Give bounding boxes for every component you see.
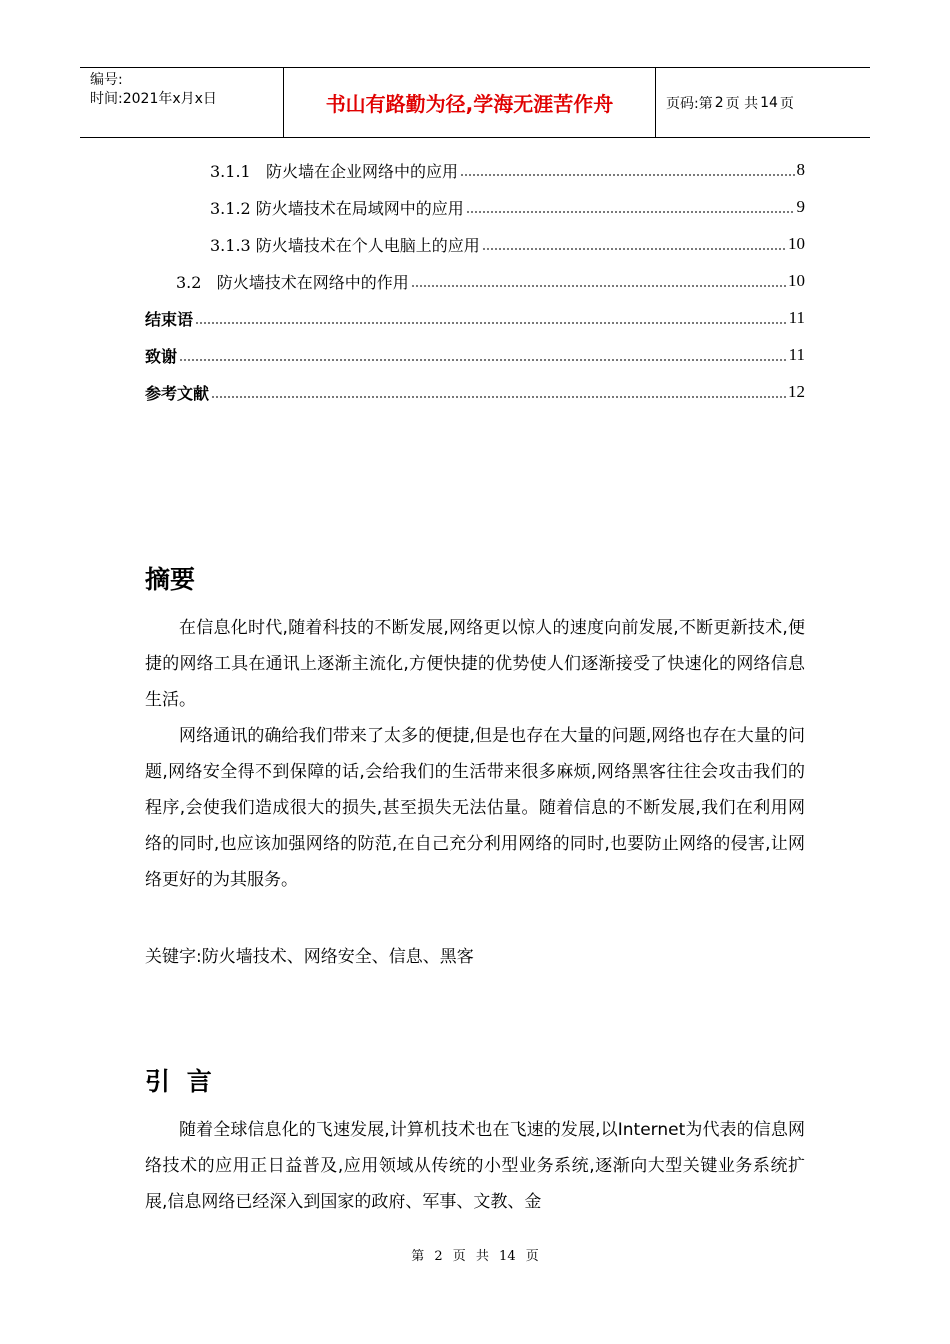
toc-leader-dots <box>211 387 786 399</box>
toc-leader-dots <box>195 313 787 325</box>
page-code-prefix: 页码:第 <box>666 95 713 112</box>
page-header <box>80 67 870 138</box>
page-code-mid: 页 共 <box>725 95 759 112</box>
intro-paragraph: 随着全球信息化的飞速发展,计算机技术也在飞速的发展,以Internet为代表的信息网络技术的应用正日益普及,应用领域从传统的小型业务系统,逐渐向大型关键业务系统扩展,信息网络已经深入到国家的政府、军事、文教、金 <box>145 1120 805 1212</box>
toc-entry[interactable] <box>176 263 805 299</box>
toc-entry-page: 10 <box>788 271 805 290</box>
toc-entry[interactable] <box>145 374 805 410</box>
toc-entry-page: 9 <box>796 197 805 216</box>
toc-entry[interactable] <box>210 189 805 225</box>
toc-entry[interactable] <box>145 337 805 373</box>
toc-entry[interactable] <box>210 152 805 188</box>
abstract-paragraph: 网络通讯的确给我们带来了太多的便捷,但是也存在大量的问题,网络也存在大量的问题,网络安全得不到保障的话,会给我们的生活带来很多麻烦,网络黑客往往会攻击我们的程序,会使我们造成很大的损失,甚至损失无法估量。随着信息的不断发展,我们在利用网络的同时,也应该加强网络的防范,在自己充分利用网络的同时,也要防止网络的侵害,让网络更好的为其服务。 <box>145 726 805 890</box>
intro-heading: 引 言 <box>145 1067 216 1096</box>
abstract-heading: 摘要 <box>145 565 196 594</box>
toc-leader-dots <box>460 165 795 177</box>
toc-entry[interactable] <box>210 226 805 262</box>
toc-entry-label: 致谢 <box>145 346 178 366</box>
toc-leader-dots <box>466 202 795 214</box>
page-current: 2 <box>714 94 724 111</box>
toc-entry-page: 11 <box>788 345 805 364</box>
page-code-suffix: 页 <box>779 95 794 112</box>
toc-entry-page: 8 <box>796 160 805 179</box>
toc-entry-label: 参考文献 <box>145 383 210 403</box>
header-meta <box>80 68 283 137</box>
toc-entry-label: 3.1.1 防火墙在企业网络中的应用 <box>210 161 458 181</box>
header-motto: 书山有路勤为径,学海无涯苦作舟 <box>283 68 656 137</box>
toc-entry[interactable] <box>145 300 805 336</box>
header-page-code <box>656 68 870 137</box>
toc-leader-dots <box>179 350 787 362</box>
toc-entry-label: 结束语 <box>145 309 194 329</box>
page-total: 14 <box>760 94 778 111</box>
toc-entry-page: 12 <box>788 382 805 401</box>
abstract-paragraph: 在信息化时代,随着科技的不断发展,网络更以惊人的速度向前发展,不断更新技术,便捷的网络工具在通讯上逐渐主流化,方便快捷的优势使人们逐渐接受了快速化的网络信息生活。 <box>145 618 805 710</box>
toc-entry-page: 11 <box>788 308 805 327</box>
keywords: 关键字:防火墙技术、网络安全、信息、黑客 <box>145 947 474 967</box>
toc-entry-page: 10 <box>788 234 805 253</box>
page-footer: 第 2 页 共 14 页 <box>411 1249 539 1264</box>
toc-entry-label: 3.2 防火墙技术在网络中的作用 <box>176 272 409 292</box>
document-time: 时间:2021年x月x日 <box>90 91 217 107</box>
document-number-label: 编号: <box>90 72 123 88</box>
toc-leader-dots <box>482 239 786 251</box>
toc-entry-label: 3.1.3 防火墙技术在个人电脑上的应用 <box>210 235 480 255</box>
toc-leader-dots <box>411 276 786 288</box>
toc-entry-label: 3.1.2 防火墙技术在局域网中的应用 <box>210 198 464 218</box>
